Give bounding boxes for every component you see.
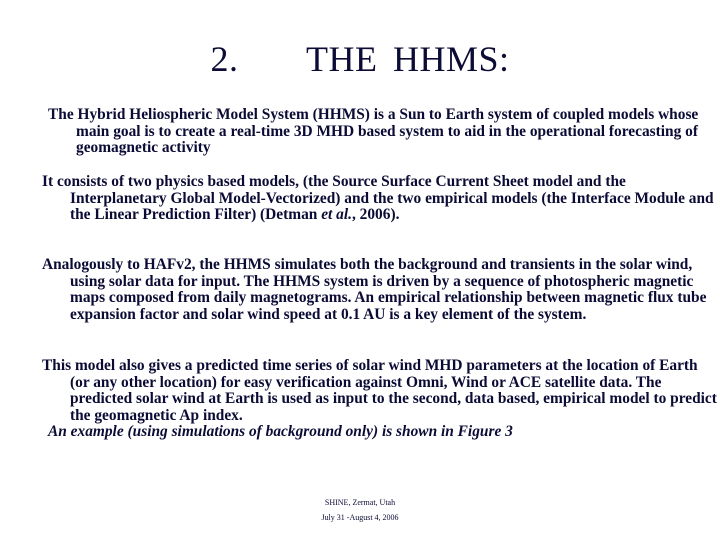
- paragraph-models-year: , 2006).: [351, 206, 400, 224]
- footer-dates: July 31 -August 4, 2006: [321, 513, 399, 522]
- paragraph-models-text: It consists of two physics based models, (the Source Surface Current Sheet model and the Interplanetary Global Model-Vectorized) and the two empirical models (the Interface Module and the Linear Prediction Filter) (Detman: [42, 173, 714, 224]
- slide-title: [0, 38, 720, 80]
- section-heading: THE HHMS:: [305, 39, 510, 79]
- footer-venue: SHINE, Zermat, Utah: [324, 498, 396, 507]
- example-caption: An example (using simulations of background only) is shown in Figure 3: [48, 423, 513, 440]
- paragraph-hafv2-analogy: Analogously to HAFv2, the HHMS simulates both the background and transients in the solar wind, using solar data for input. The HHMS system is driven by a sequence of photospheric magnetic maps composed from daily magnetograms. An empirical relationship between magnetic flux tube expansion factor and solar wind speed at 0.1 AU is a key element of the system.: [42, 256, 707, 323]
- section-number: 2.: [210, 39, 239, 79]
- paragraph-hhms-overview: The Hybrid Heliospheric Model System (HHMS) is a Sun to Earth system of coupled models whose main goal is to create a real-time 3D MHD based system to aid in the operational forecasting of geomagnetic activity: [48, 106, 699, 157]
- paragraph-models-citation: et al.: [321, 206, 352, 224]
- paragraph-predictions: This model also gives a predicted time series of solar wind MHD parameters at the location of Earth (or any other location) for easy verification against Omni, Wind or ACE satellite data. The predicted solar wind at Earth is used as input to the second, data based, empirical model to predict the geomagnetic Ap index.: [42, 357, 717, 424]
- paragraph-models: [42, 174, 720, 224]
